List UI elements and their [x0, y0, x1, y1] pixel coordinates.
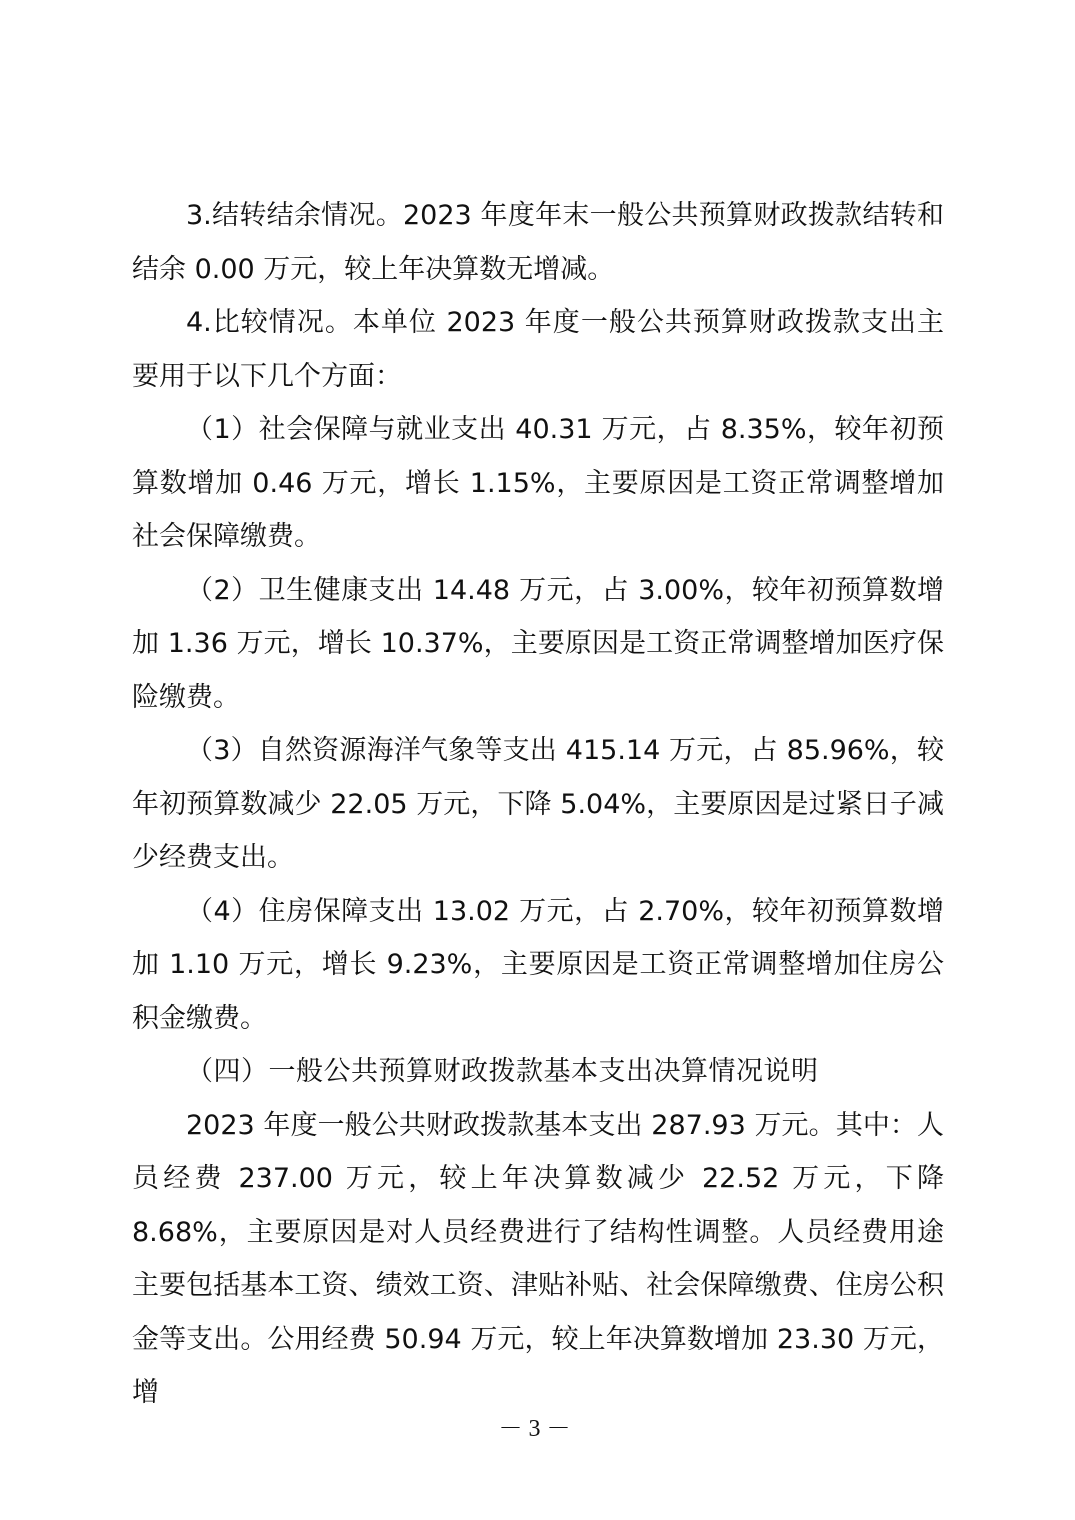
paragraph-social-security: （1）社会保障与就业支出 40.31 万元，占 8.35%，较年初预算数增加 0.46 万元，增长 1.15%，主要原因是工资正常调整增加社会保障缴费。: [132, 414, 944, 552]
page-number: －3－: [498, 1416, 577, 1442]
paragraph-carryover-balance: 3.结转结余情况。2023 年度年末一般公共预算财政拨款结转和结余 0.00 万元，较上年决算数无增减。: [132, 200, 944, 285]
paragraph-comparison-intro: 4.比较情况。本单位 2023 年度一般公共预算财政拨款支出主要用于以下几个方面：: [132, 307, 944, 392]
paragraph-natural-resources: （3）自然资源海洋气象等支出 415.14 万元，占 85.96%，较年初预算数减少 22.05 万元，下降 5.04%，主要原因是过紧日子减少经费支出。: [132, 735, 944, 873]
paragraph-health: （2）卫生健康支出 14.48 万元，占 3.00%，较年初预算数增加 1.36 万元，增长 10.37%，主要原因是工资正常调整增加医疗保险缴费。: [132, 574, 944, 713]
document-body: [132, 189, 944, 1420]
paragraph-housing: （4）住房保障支出 13.02 万元，占 2.70%，较年初预算数增加 1.10 万元，增长 9.23%，主要原因是工资正常调整增加住房公积金缴费。: [132, 895, 944, 1034]
paragraph-basic-expenditure: 2023 年度一般公共财政拨款基本支出 287.93 万元。其中：人员经费 237.00 万元，较上年决算数减少 22.52 万元，下降 8.68%，主要原因是对人员经费进行了结构性调整。人员经费用途主要包括基本工资、绩效工资、津贴补贴、社会保障缴费、住房公积金等支出。公用经费 50.94 万元，较上年决算数增加 23.30 万元，增: [132, 1109, 944, 1408]
section-heading: （四）一般公共预算财政拨款基本支出决算情况说明: [186, 1056, 819, 1087]
